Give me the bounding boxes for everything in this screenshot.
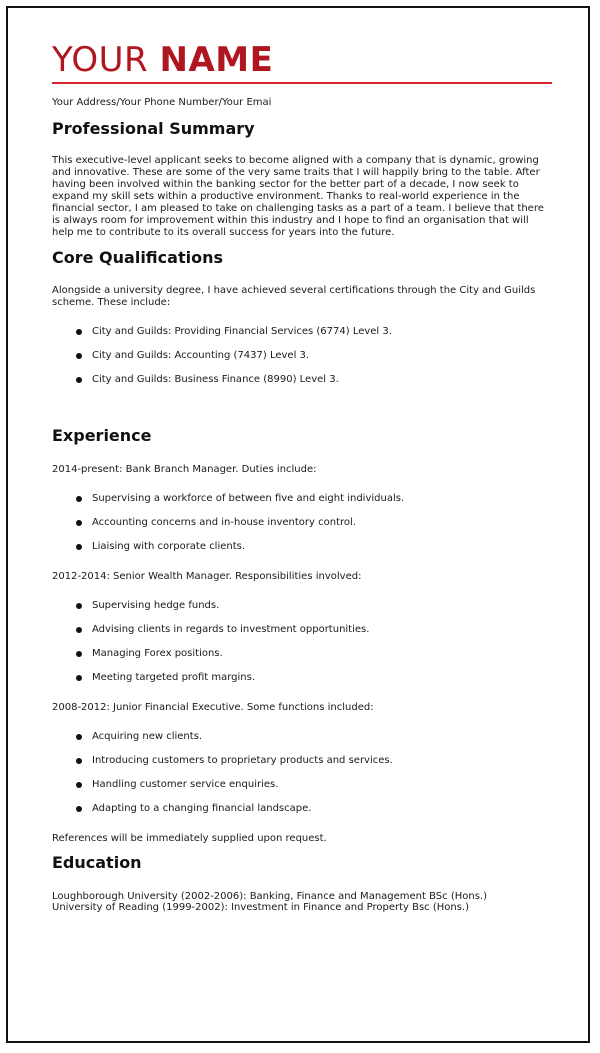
list-item	[52, 672, 552, 684]
job-title: 2012-2014: Senior Wealth Manager. Responsibilities involved:	[52, 571, 362, 582]
bullet-icon	[76, 329, 82, 335]
candidate-name	[52, 40, 552, 80]
list-item-text: City and Guilds: Business Finance (8990) Level 3.	[92, 374, 339, 385]
list-item	[52, 779, 552, 791]
list-item	[52, 350, 552, 362]
bullet-icon	[76, 627, 82, 633]
list-item	[52, 493, 552, 505]
job-title: 2014-present: Bank Branch Manager. Duties include:	[52, 464, 317, 475]
references-note: References will be immediately supplied upon request.	[52, 833, 327, 844]
list-item	[52, 648, 552, 660]
list-item	[52, 624, 552, 636]
education-heading: Education	[52, 853, 142, 872]
list-item-text: Supervising hedge funds.	[92, 600, 220, 611]
summary-text: This executive-level applicant seeks to become aligned with a company that is dynamic, growing and innovative. These are some of the very same traits that I will happily bring to the table. After having been involved within the banking sector for the better part of a decade, I now seek to expand my skill sets within a productive environment. Thanks to real-world experience in the financial sector, I am pleased to take on challenging tasks as a part of a team. I believe that there is always room for improvement within this industry and I hope to find an organisation that will help me to contribute to its overall success for years into the future.	[52, 155, 544, 238]
job-title: 2008-2012: Junior Financial Executive. Some functions included:	[52, 702, 374, 713]
bullet-icon	[76, 520, 82, 526]
bullet-icon	[76, 353, 82, 359]
list-item	[52, 541, 552, 553]
list-item	[52, 600, 552, 612]
list-item	[52, 755, 552, 767]
bullet-icon	[76, 544, 82, 550]
resume-content	[52, 40, 552, 913]
bullet-icon	[76, 651, 82, 657]
list-item-text: Liaising with corporate clients.	[92, 541, 246, 552]
experience-heading: Experience	[52, 426, 152, 445]
summary-heading: Professional Summary	[52, 119, 255, 138]
list-item-text: Acquiring new clients.	[92, 731, 203, 742]
list-item	[52, 326, 552, 338]
bullet-icon	[76, 377, 82, 383]
name-last: NAME	[159, 40, 274, 80]
qualifications-list	[52, 326, 552, 386]
qualifications-intro: Alongside a university degree, I have achieved several certifications through the City and Guilds scheme. These include:	[52, 285, 536, 308]
contact-line: Your Address/Your Phone Number/Your Emai	[52, 97, 272, 108]
bullet-icon	[76, 758, 82, 764]
bullet-icon	[76, 675, 82, 681]
list-item-text: City and Guilds: Accounting (7437) Level 3.	[92, 350, 310, 361]
job-duties-list	[52, 493, 552, 553]
list-item	[52, 803, 552, 815]
list-item-text: Advising clients in regards to investment opportunities.	[92, 624, 370, 635]
job-duties-list	[52, 600, 552, 684]
education-item: Loughborough University (2002-2006): Banking, Finance and Management BSc (Hons.)	[52, 891, 487, 902]
bullet-icon	[76, 806, 82, 812]
qualifications-heading: Core Qualifications	[52, 248, 223, 267]
bullet-icon	[76, 496, 82, 502]
education-item: University of Reading (1999-2002): Investment in Finance and Property Bsc (Hons.)	[52, 902, 470, 913]
list-item-text: Supervising a workforce of between five and eight individuals.	[92, 493, 405, 504]
list-item-text: Adapting to a changing financial landscape.	[92, 803, 312, 814]
list-item-text: City and Guilds: Providing Financial Services (6774) Level 3.	[92, 326, 392, 337]
list-item	[52, 517, 552, 529]
education-list	[52, 891, 552, 913]
header-divider	[52, 82, 552, 84]
list-item-text: Handling customer service enquiries.	[92, 779, 279, 790]
list-item-text: Accounting concerns and in-house inventory control.	[92, 517, 356, 528]
bullet-icon	[76, 782, 82, 788]
list-item	[52, 731, 552, 743]
resume-page	[6, 6, 590, 1043]
bullet-icon	[76, 734, 82, 740]
name-first: YOUR	[52, 40, 149, 80]
bullet-icon	[76, 603, 82, 609]
list-item	[52, 374, 552, 386]
list-item-text: Meeting targeted profit margins.	[92, 672, 255, 683]
job-duties-list	[52, 731, 552, 815]
list-item-text: Managing Forex positions.	[92, 648, 223, 659]
list-item-text: Introducing customers to proprietary products and services.	[92, 755, 393, 766]
